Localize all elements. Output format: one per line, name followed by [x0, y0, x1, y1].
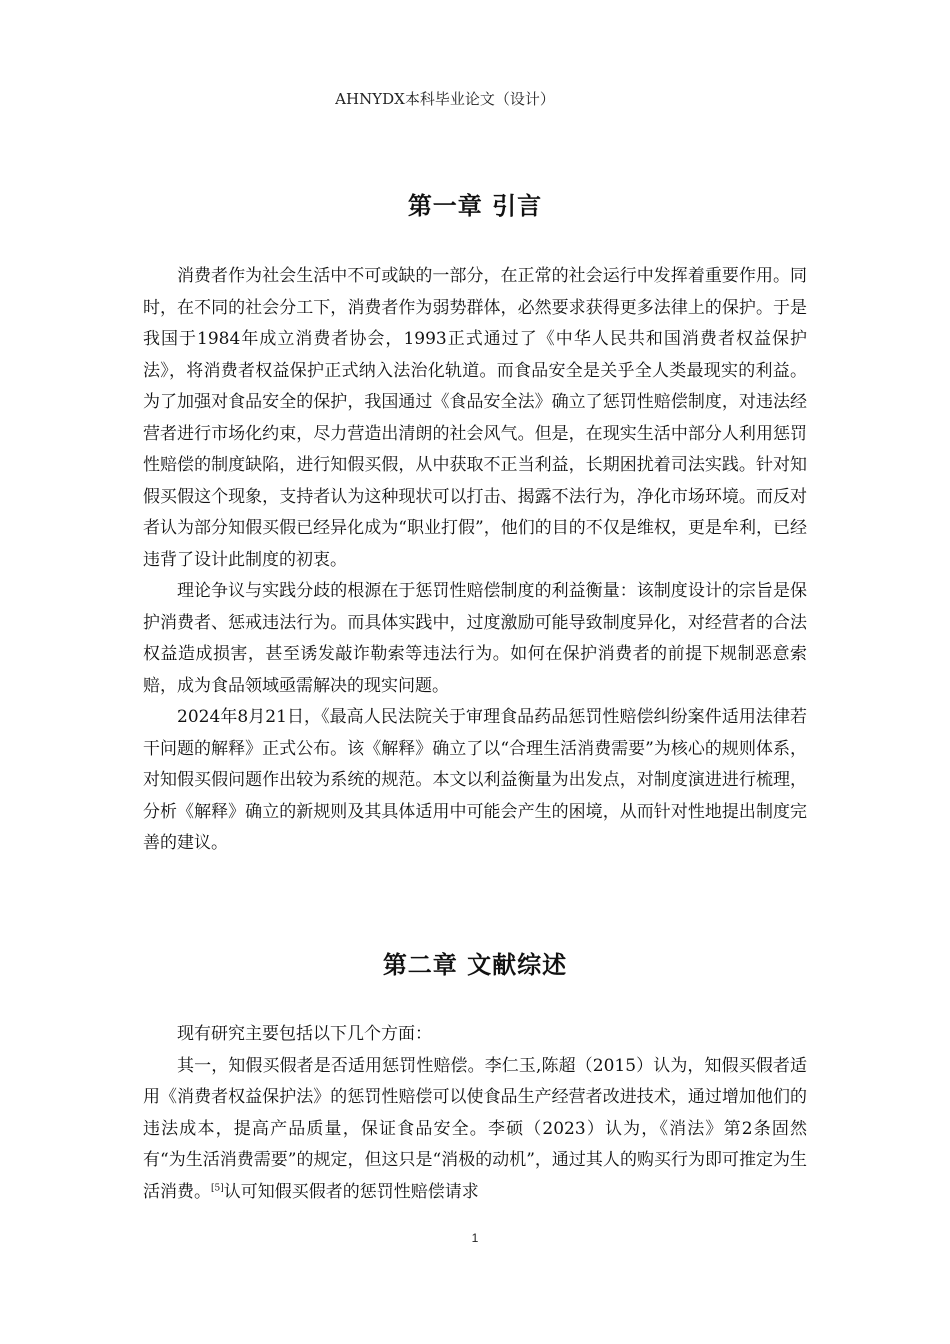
chapter-2-paragraph: 现有研究主要包括以下几个方面： [177, 1024, 432, 1044]
chapter-2-title: 第二章 文献综述 [382, 951, 568, 979]
chapter-2-body [143, 1019, 807, 1208]
chapter-2-paragraph-continuation: 认可知假买假者的惩罚性赔偿请求 [223, 1181, 479, 1202]
page-number: 1 [471, 1231, 479, 1245]
chapter-2-paragraph-text: 其一，知假买假者是否适用惩罚性赔偿。李仁玉,陈超（2015）认为，知假买假者适用《消费者权益保护法》的惩罚性赔偿可以使食品生产经营者改进技术，通过增加他们的违法成本，提高产品质量，保证食品安全。李硕（2023）认为，《消法》第2条固然有“为生活消费需要”的规定，但这只是“消极的动机”，通过其人的购买行为即可推定为生活消费。 [143, 1055, 807, 1202]
chapter-1-paragraph: 2024年8月21日，《最高人民法院关于审理食品药品惩罚性赔偿纠纷案件适用法律若干问题的解释》正式公布。该《解释》确立了以“合理生活消费需要”为核心的规则体系，对知假买假问题作出较为系统的规范。本文以利益衡量为出发点，对制度演进进行梳理，分析《解释》确立的新规则及其具体适用中可能会产生的困境，从而针对性地提出制度完善的建议。 [143, 707, 807, 853]
chapter-1-paragraph: 理论争议与实践分歧的根源在于惩罚性赔偿制度的利益衡量：该制度设计的宗旨是保护消费者、惩戒违法行为。而具体实践中，过度激励可能导致制度异化，对经营者的合法权益造成损害，甚至诱发敲诈勒索等违法行为。如何在保护消费者的前提下规制恶意索赔，成为食品领域亟需解决的现实问题。 [143, 581, 807, 696]
chapter-1-body [143, 261, 807, 860]
citation-marker: [5] [211, 1182, 224, 1193]
chapter-1-paragraph: 消费者作为社会生活中不可或缺的一部分，在正常的社会运行中发挥着重要作用。同时，在不同的社会分工下，消费者作为弱势群体，必然要求获得更多法律上的保护。于是我国于1984年成立消费者协会，1993正式通过了《中华人民共和国消费者权益保护法》，将消费者权益保护正式纳入法治化轨道。而食品安全是关乎全人类最现实的利益。为了加强对食品安全的保护，我国通过《食品安全法》确立了惩罚性赔偿制度，对违法经营者进行市场化约束，尽力营造出清朗的社会风气。但是，在现实生活中部分人利用惩罚性赔偿的制度缺陷，进行知假买假，从中获取不正当利益，长期困扰着司法实践。针对知假买假这个现象，支持者认为这种现状可以打击、揭露不法行为，净化市场环境。而反对者认为部分知假买假已经异化成为“职业打假”，他们的目的不仅是维权，更是牟利，已经违背了设计此制度的初衷。 [143, 266, 807, 570]
chapter-1-title: 第一章 引言 [407, 192, 543, 220]
running-header: AHNYDX本科毕业论文（设计） [335, 90, 555, 108]
chapter-2-paragraph [143, 1051, 807, 1209]
